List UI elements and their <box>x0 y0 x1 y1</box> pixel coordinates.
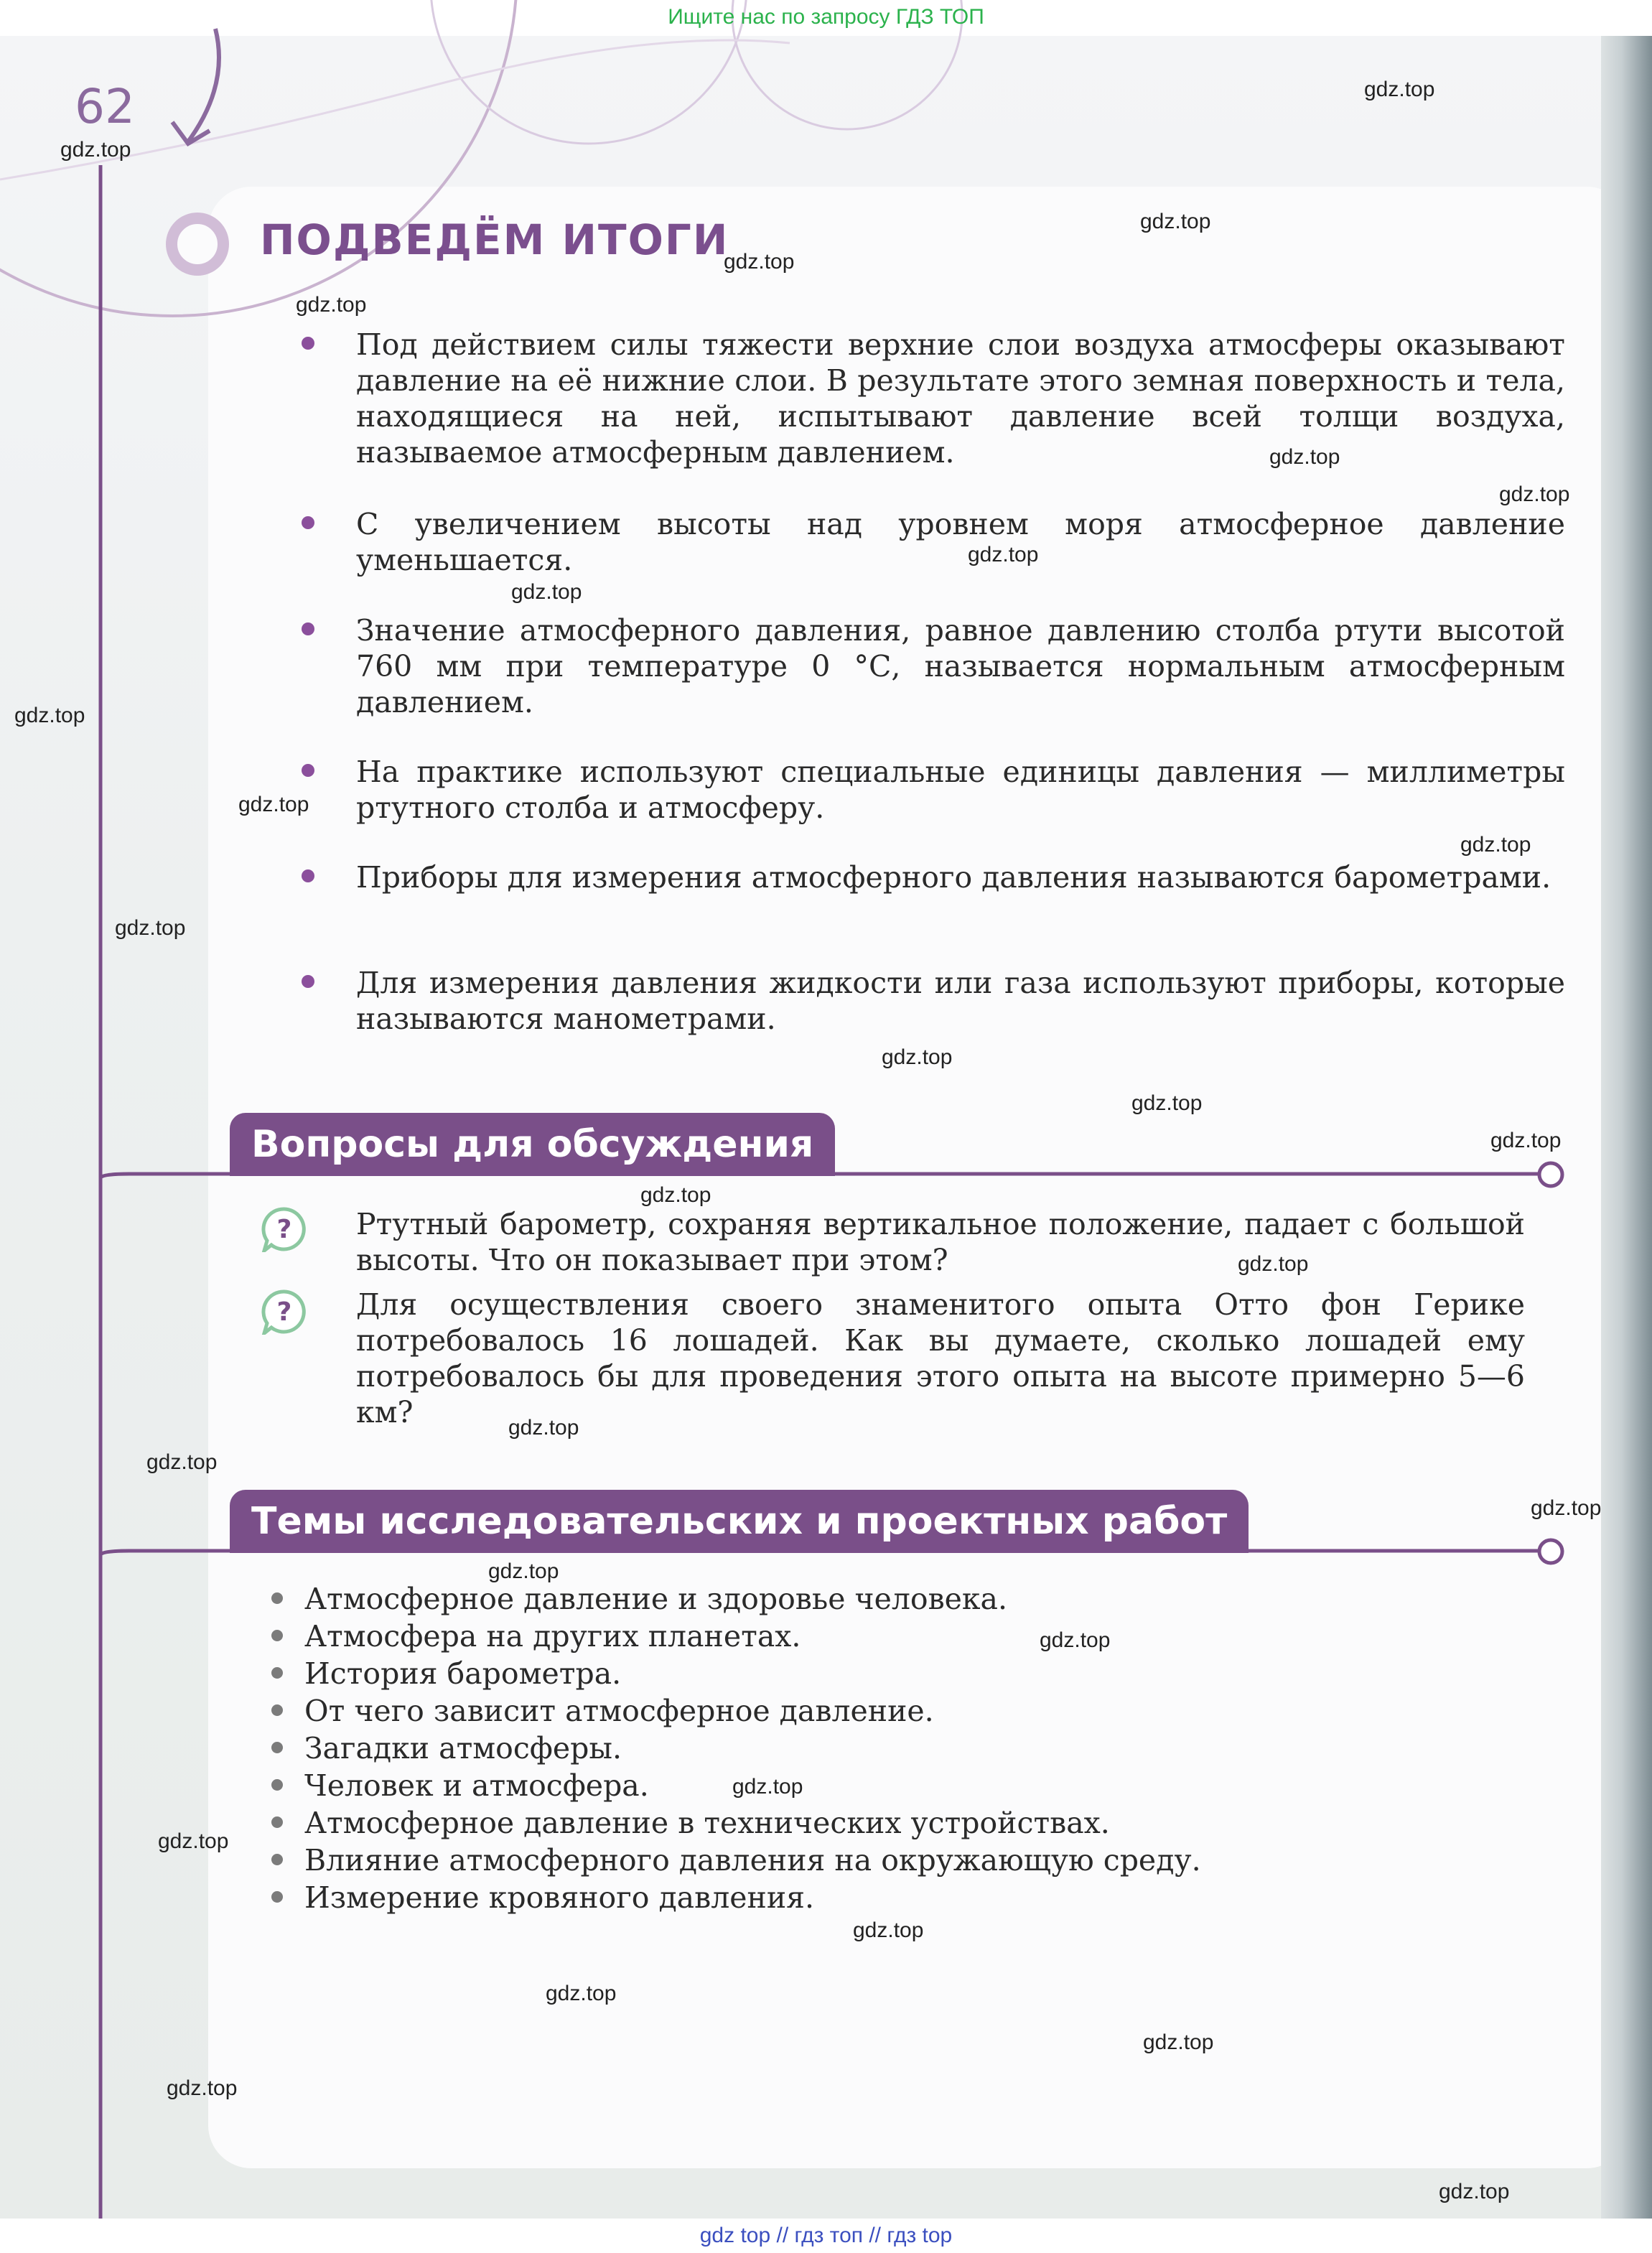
bullet-icon <box>271 1630 283 1641</box>
question-text: Ртутный барометр, сохраняя вертикальное положение, падает с большой высоты. Что он показывает при этом? <box>356 1207 1525 1277</box>
watermark: gdz.top <box>640 1183 711 1207</box>
bottom-banner[interactable]: gdz top // гдз топ // гдз top <box>699 2224 953 2247</box>
watermark: gdz.top <box>1531 1496 1602 1520</box>
watermark: gdz.top <box>1040 1628 1111 1652</box>
bullet-icon <box>271 1854 283 1865</box>
bullet-icon <box>271 1779 283 1791</box>
top-banner[interactable]: Ищите нас по запросу ГДЗ ТОП <box>668 5 984 29</box>
watermark: gdz.top <box>1490 1129 1562 1152</box>
watermark: gdz.top <box>546 1982 617 2005</box>
watermark: gdz.top <box>882 1045 953 1069</box>
watermark: gdz.top <box>1143 2030 1214 2054</box>
question-icon <box>261 1206 307 1252</box>
watermark: gdz.top <box>115 916 186 940</box>
bullet-icon <box>271 1742 283 1753</box>
watermark: gdz.top <box>158 1829 229 1853</box>
watermark: gdz.top <box>146 1450 218 1474</box>
svg-text:?: ? <box>276 1297 292 1327</box>
bullet-icon <box>302 975 314 988</box>
watermark: gdz.top <box>724 250 795 274</box>
bullet-icon <box>302 516 314 529</box>
watermark: gdz.top <box>1439 2180 1510 2203</box>
summary-heading: ПОДВЕДЁМ ИТОГИ <box>260 215 729 264</box>
bullet-icon <box>271 1816 283 1828</box>
watermark: gdz.top <box>1131 1091 1203 1115</box>
page-number: 62 <box>75 79 135 134</box>
bullet-icon <box>302 764 314 777</box>
watermark: gdz.top <box>1460 833 1531 857</box>
bullet-icon <box>302 869 314 882</box>
watermark: gdz.top <box>1364 78 1435 101</box>
bullet-icon <box>271 1667 283 1679</box>
watermark: gdz.top <box>296 293 367 317</box>
watermark: gdz.top <box>511 580 582 604</box>
svg-text:?: ? <box>276 1215 292 1244</box>
watermark: gdz.top <box>732 1775 803 1799</box>
watermark: gdz.top <box>14 704 85 727</box>
watermark: gdz.top <box>853 1918 924 1942</box>
watermark: gdz.top <box>508 1416 579 1440</box>
questions-heading: Вопросы для обсуждения <box>230 1113 835 1176</box>
watermark: gdz.top <box>1238 1252 1309 1276</box>
topics-heading: Темы исследовательских и проектных работ <box>230 1490 1249 1553</box>
watermark: gdz.top <box>238 793 309 816</box>
bullet-icon <box>302 622 314 635</box>
watermark: gdz.top <box>1269 445 1340 469</box>
bullet-icon <box>271 1891 283 1903</box>
watermark: gdz.top <box>488 1559 559 1583</box>
watermark: gdz.top <box>1499 482 1570 506</box>
bullet-icon <box>271 1704 283 1716</box>
bullet-icon <box>302 337 314 350</box>
bullet-icon <box>271 1592 283 1604</box>
question-text: Для осуществления своего знаменитого опыта Отто фон Герике потребовалось 16 лошадей. Как вы думаете, сколько лошадей ему потребовалось бы для проведения этого опыта на высоте примерно 5—6 км? <box>356 1287 1525 1429</box>
watermark: gdz.top <box>968 543 1039 566</box>
question-icon <box>261 1289 307 1335</box>
watermark: gdz.top <box>60 138 131 162</box>
watermark: gdz.top <box>167 2076 238 2100</box>
watermark: gdz.top <box>1140 210 1211 233</box>
